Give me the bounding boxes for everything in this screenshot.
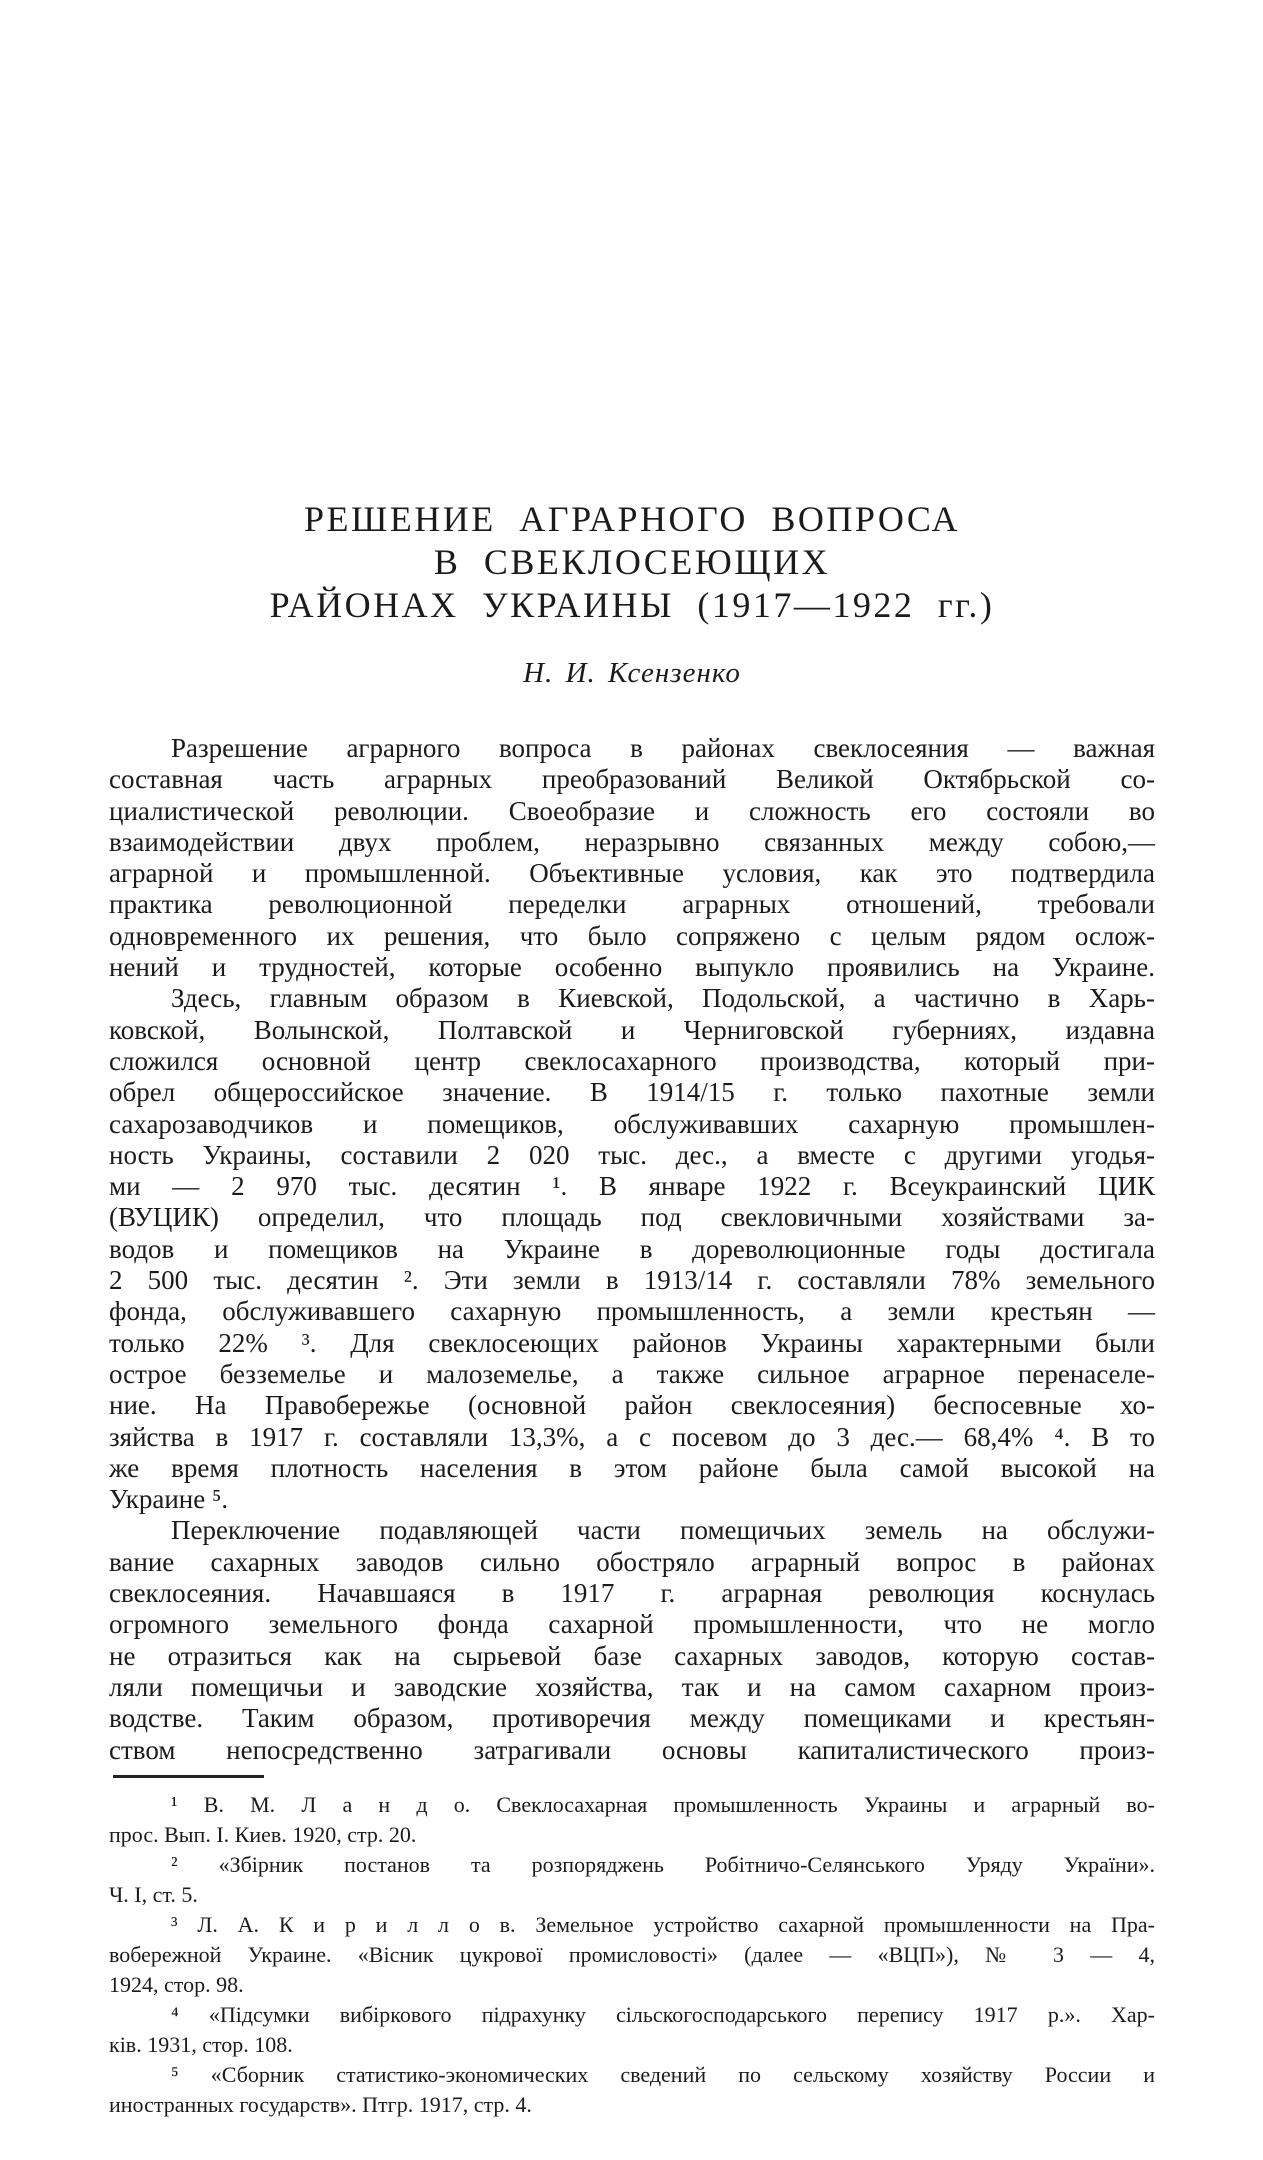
footnote-item [109,1850,1155,1910]
text-line: зяйства в 1917 г. составляли 13,3%, а с посевом до 3 дес.— 68,4% ⁴. В то [109,1421,1155,1452]
text-line: сахарозаводчиков и помещиков, обслуживавших сахарную промышлен- [109,1108,1155,1139]
text-line: острое безземелье и малоземелье, а также сильное аграрное перенаселе- [109,1358,1155,1389]
text-line: свеклосеяния. Начавшаяся в 1917 г. аграрная революция коснулась [109,1578,1155,1609]
text-line: ⁵ «Сборник статистико-экономических сведений по сельскому хозяйству России и [171,2062,1155,2087]
text-line: аграрной и промышленной. Объективные условия, как это подтвердила [109,858,1155,889]
text-line: Здесь, главным образом в Киевской, Подольской, а частично в Харь- [171,983,1155,1014]
text-line: нений и трудностей, которые особенно выпукло проявились на Украине. [109,952,1155,983]
text-line: ность Украины, составили 2 020 тыс. дес., а вместе с другими угодья- [109,1139,1155,1170]
article-title-line-3: РАЙОНАХ УКРАИНЫ (1917—1922 гг.) [269,585,995,625]
text-line: прос. Вып. I. Киев. 1920, стр. 20. [109,1822,417,1847]
text-line: ляли помещичьи и заводские хозяйства, так и на самом сахарном произ- [109,1671,1155,1702]
article-title [109,498,1155,627]
text-line: ние. На Правобережье (основной район свеклосеяния) беспосевные хо- [109,1390,1155,1421]
footnote-item [109,2000,1155,2060]
footnotes-block [109,1790,1155,2120]
text-line: ⁴ «Підсумки вибіркового підрахунку сільскогосподарського перепису 1917 р.». Хар- [171,2002,1155,2027]
text-line: ³ Л. А. К и р и л л о в. Земельное устройство сахарной промышленности на Пра- [171,1912,1155,1937]
footnote-item [109,1910,1155,2000]
text-line: не отразиться как на сырьевой базе сахарных заводов, которую состав- [109,1640,1155,1671]
text-line: одновременного их решения, что было сопряжено с целым рядом ослож- [109,920,1155,951]
text-line: составная часть аграрных преобразований Великой Октябрьской со- [109,764,1155,795]
text-line: Украине ⁵. [109,1484,229,1515]
text-line: Ч. I, ст. 5. [109,1882,198,1907]
text-line: фонда, обслуживавшего сахарную промышленность, а земли крестьян — [109,1296,1155,1327]
text-line: ковской, Волынской, Полтавской и Черниговской губерниях, издавна [109,1014,1155,1045]
text-line: 2 500 тыс. десятин ². Эти земли в 1913/14 г. составляли 78% земельного [109,1265,1155,1296]
footnote-item [109,2060,1155,2120]
text-line: вание сахарных заводов сильно обостряло аграрный вопрос в районах [109,1546,1155,1577]
body-paragraph [109,983,1155,1515]
text-line: Разрешение аграрного вопроса в районах свеклосеяния — важная [171,733,1155,763]
author-name: Н. И. Ксензенко [523,657,741,689]
text-line: ¹ В. М. Л а н д о. Свеклосахарная промышленность Украины и аграрный во- [171,1792,1155,1817]
body-paragraph [109,733,1155,983]
article-title-line-2: В СВЕКЛОСЕЮЩИХ [433,542,831,582]
article-body [109,733,1155,1766]
text-line: иностранных государств». Птгр. 1917, стр. 4. [109,2092,532,2117]
text-line: ків. 1931, стор. 108. [109,2032,293,2057]
text-line: водстве. Таким образом, противоречия между помещиками и крестьян- [109,1703,1155,1734]
footnote-item [109,1790,1155,1850]
text-line: 1924, стор. 98. [109,1972,244,1997]
text-line: сложился основной центр свеклосахарного производства, который при- [109,1045,1155,1076]
text-line: вобережной Украине. «Вісник цукрової промисловості» (далее — «ВЦП»), № 3 — 4, [109,1942,1155,1967]
text-line: взаимодействии двух проблем, неразрывно связанных между собою,— [109,826,1155,857]
text-line: обрел общероссийское значение. В 1914/15 г. только пахотные земли [109,1077,1155,1108]
footnote-separator [113,1775,264,1778]
text-line: ² «Збірник постанов та розпоряджень Робітничо-Селянського Уряду України». [171,1852,1155,1877]
text-line: (ВУЦИК) определил, что площадь под свекловичными хозяйствами за- [109,1202,1155,1233]
text-line: циалистической революции. Своеобразие и сложность его состояли во [109,795,1155,826]
text-line: практика революционной переделки аграрных отношений, требовали [109,889,1155,920]
text-line: огромного земельного фонда сахарной промышленности, что не могло [109,1609,1155,1640]
text-line: же время плотность населения в этом районе была самой высокой на [109,1452,1155,1483]
text-line: ми — 2 970 тыс. десятин ¹. В январе 1922 г. Всеукраинский ЦИК [109,1171,1155,1202]
text-line: только 22% ³. Для свеклосеющих районов Украины характерными были [109,1327,1155,1358]
text-line: ством непосредственно затрагивали основы капиталистического произ- [109,1734,1155,1765]
article-title-line-1: РЕШЕНИЕ АГРАРНОГО ВОПРОСА [303,499,961,539]
body-paragraph [109,1515,1155,1765]
text-line: Переключение подавляющей части помещичьих земель на обслужи- [171,1515,1155,1546]
text-line: водов и помещиков на Украине в дореволюционные годы достигала [109,1233,1155,1264]
